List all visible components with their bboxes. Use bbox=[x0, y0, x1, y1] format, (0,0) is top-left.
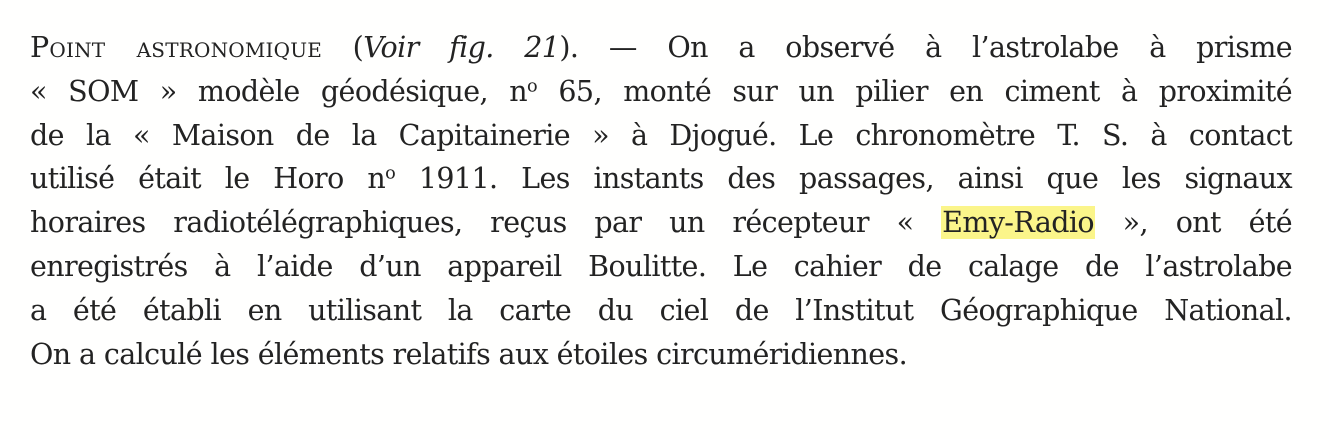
paragraph bbox=[30, 26, 1292, 376]
line-4-post: 1911. Les instants des passages, ainsi que les signaux bbox=[395, 162, 1293, 196]
section-heading: Point astronomique bbox=[30, 31, 323, 64]
paren-open: ( bbox=[322, 31, 364, 64]
text-line-1 bbox=[30, 26, 1292, 70]
text-line-6: enregistrés à l’aide d’un appareil Boulitte. Le cahier de calage de l’astrolabe bbox=[30, 249, 1292, 283]
text-line-3: de la « Maison de la Capitainerie » à Djogué. Le chronomètre T. S. à contact bbox=[30, 118, 1292, 152]
line-2-post: 65, monté sur un pilier en ciment à proximité bbox=[537, 74, 1292, 108]
highlighted-term[interactable]: Emy-Radio bbox=[942, 206, 1094, 240]
figure-reference: Voir fig. 21 bbox=[363, 31, 560, 64]
superscript-o: o bbox=[385, 163, 396, 184]
text-line-5 bbox=[30, 201, 1292, 245]
superscript-o: o bbox=[527, 76, 538, 97]
line-4-pre: utilisé était le Horo n bbox=[30, 162, 386, 196]
line-5-post: », ont été bbox=[1094, 206, 1292, 240]
text-line-4 bbox=[30, 157, 1292, 201]
text-line-7: a été établi en utilisant la carte du ciel de l’Institut Géographique National. bbox=[30, 293, 1292, 327]
line-5-pre: horaires radiotélégraphiques, reçus par un récepteur « bbox=[30, 206, 942, 240]
text-line-8: On a calculé les éléments relatifs aux étoiles circuméridiennes. bbox=[30, 337, 908, 371]
line-2-pre: « SOM » modèle géodésique, n bbox=[30, 74, 528, 108]
line-1-text: On a observé à l’astrolabe à prisme bbox=[667, 31, 1293, 64]
text-line-2 bbox=[30, 70, 1292, 114]
paren-close: ). — bbox=[559, 31, 668, 64]
